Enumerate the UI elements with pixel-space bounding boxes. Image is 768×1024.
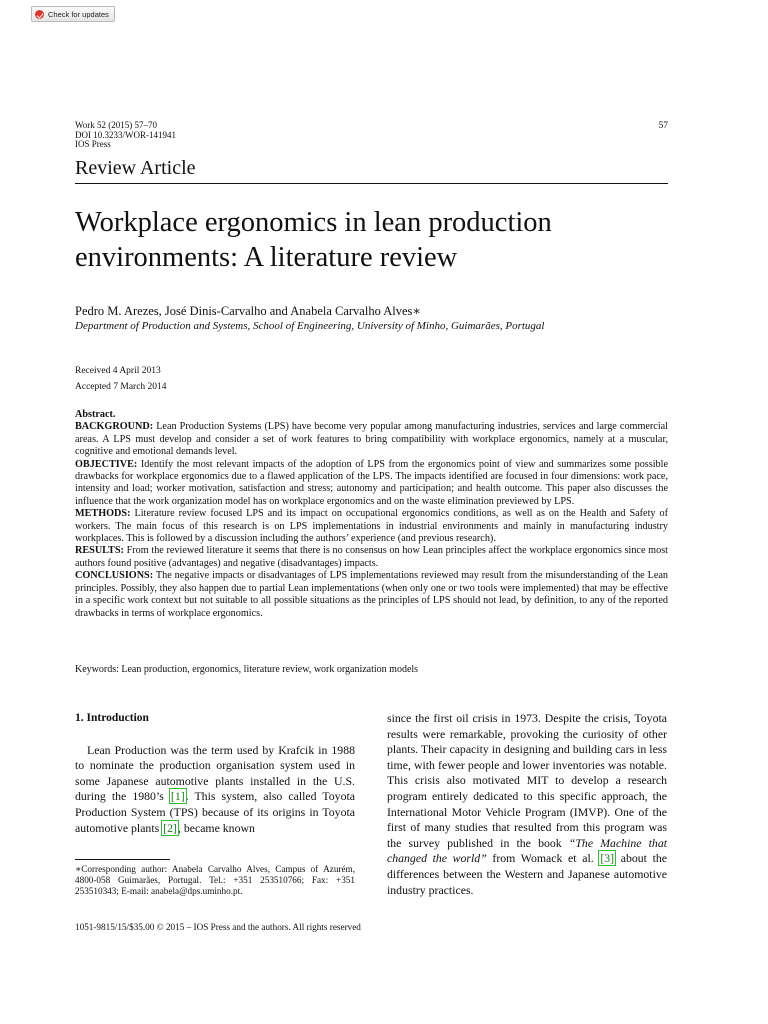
citation-link-2[interactable]: [2] — [163, 820, 177, 835]
section-heading: 1. Introduction — [75, 712, 149, 724]
conclusions-label: CONCLUSIONS: — [75, 570, 154, 582]
column-left — [75, 711, 355, 836]
publisher: IOS Press — [75, 139, 111, 149]
intro-text-f: about the differences between the Western and Japanese automotive industry practices. — [387, 851, 668, 897]
article-title — [75, 205, 675, 275]
methods-text: Literature review focused LPS and its impact on occupational ergonomics conditions, as well as on the Health and Safety of workers. The main focus of this research is on LPS implementations in industrial environments and mainly in manufacturing industry workplaces. This is followed by a discussion including the authors’ experience (and previous research). — [75, 508, 669, 545]
objective-text: Identify the most relevant impacts of the adoption of LPS from the ergonomics point of view and summarizes some possible drawbacks for workplace ergonomics due to a flawed application of the LPS. The impacts identified are focused in four dimensions: work pace, intensity and load; worker motivation, satisfaction and stress; autonomy and participation; and health outcome. This paper also discusses the influence that the work organization model has on workplace ergonomics and on the waste elimination previewed by LPS. — [75, 458, 669, 507]
methods-label: METHODS: — [75, 508, 131, 520]
title-line-2: environments: A literature review — [75, 242, 458, 273]
citation-link-1[interactable]: [1] — [170, 789, 185, 804]
check-update-icon — [35, 10, 44, 19]
intro-paragraph-1 — [75, 743, 355, 837]
intro-text-e: from Womack et al. — [486, 851, 600, 866]
intro-paragraph-2 — [387, 711, 667, 898]
keywords: Keywords: Lean production, ergonomics, literature review, work organization models — [75, 664, 419, 675]
header-divider — [75, 183, 668, 184]
corresponding-author-footnote: ∗Corresponding author: Anabela Carvalho Alves, Campus of Azurém, 4800-058 Guimarães, Portugal. Tel.: +351 253510766; Fax: +351 253510343; E-mail: anabela@dps.uminho.pt. — [75, 864, 355, 897]
intro-text-d: since the first oil crisis in 1973. Despite the crisis, Toyota results were remarkable, provoking the curiosity of other plants. Their capacity in designing and building cars in less time, with fewer people and lower inventories was notable. This crisis also motivated MIT to develop a research program entirely dedicated to this specific approach, the International Motor Vehicle Program (IMVP). One of the first of many studies that resulted from this program was the survey published in the book — [387, 711, 667, 850]
citation-link-3[interactable]: [3] — [600, 851, 615, 866]
page-number: 57 — [658, 121, 668, 131]
results-text: From the reviewed literature it seems that there is no consensus on how Lean principles affect the workplace ergonomics since most authors found positive (advantages) and negative (disadvantages) impacts. — [75, 545, 668, 569]
conclusions-text: The negative impacts or disadvantages of LPS implementations reviewed may result from the misunderstanding of the Lean principles. Possibly, they also happen due to partial Lean implementations (when only one or two tools were implemented) that may be effective in a specific work context but not suitable to all possible situations as the principles of LPS should not lead, by definition, to any of the reported drawbacks in terms of workplace ergonomics. — [75, 570, 668, 619]
journal-meta — [75, 121, 176, 150]
authors: Pedro M. Arezes, José Dinis-Carvalho and Anabela Carvalho Alves∗ — [75, 304, 421, 318]
intro-text-c: , became known — [177, 820, 255, 835]
abstract — [75, 409, 668, 620]
abstract-heading: Abstract. — [75, 409, 116, 420]
background-label: BACKGROUND: — [75, 421, 154, 433]
check-for-updates-button[interactable] — [31, 6, 115, 22]
objective-label: OBJECTIVE: — [75, 458, 138, 470]
accepted-date: Accepted 7 March 2014 — [75, 382, 167, 392]
column-right — [387, 711, 667, 898]
copyright-footer: 1051-9815/15/$35.00 © 2015 – IOS Press and the authors. All rights reserved — [75, 922, 361, 932]
received-date: Received 4 April 2013 — [75, 366, 161, 376]
journal-citation: Work 52 (2015) 57–70 — [75, 120, 158, 130]
results-label: RESULTS: — [75, 545, 124, 557]
book-title: “The Machine that changed the world” — [387, 835, 667, 866]
title-line-1: Workplace ergonomics in lean production — [75, 207, 552, 238]
doi: DOI 10.3233/WOR-141941 — [75, 129, 176, 140]
background-text: Lean Production Systems (LPS) have become very popular among manufacturing industries, services and large commercial areas. A LPS must develop and consider a set of work features to bring compatibility with workplace ergonomics, namely at a muscular, cognitive and emotional demands level. — [75, 421, 669, 458]
check-for-updates-label: Check for updates — [48, 9, 109, 19]
article-dates — [75, 363, 167, 395]
footnote-divider — [75, 859, 170, 860]
intro-text-a: Lean Production was the term used by Krafcik in 1988 to nominate the production organisation system used in some Japanese automotive plants installed in the U.S. during the 1980’s — [75, 742, 355, 804]
intro-text-b: . This system, also called Toyota Production System (TPS) because of its origins in Toyota automotive plants — [75, 789, 355, 835]
affiliation: Department of Production and Systems, School of Engineering, University of Minho, Guimarães, Portugal — [75, 320, 545, 332]
article-type: Review Article — [75, 157, 196, 179]
